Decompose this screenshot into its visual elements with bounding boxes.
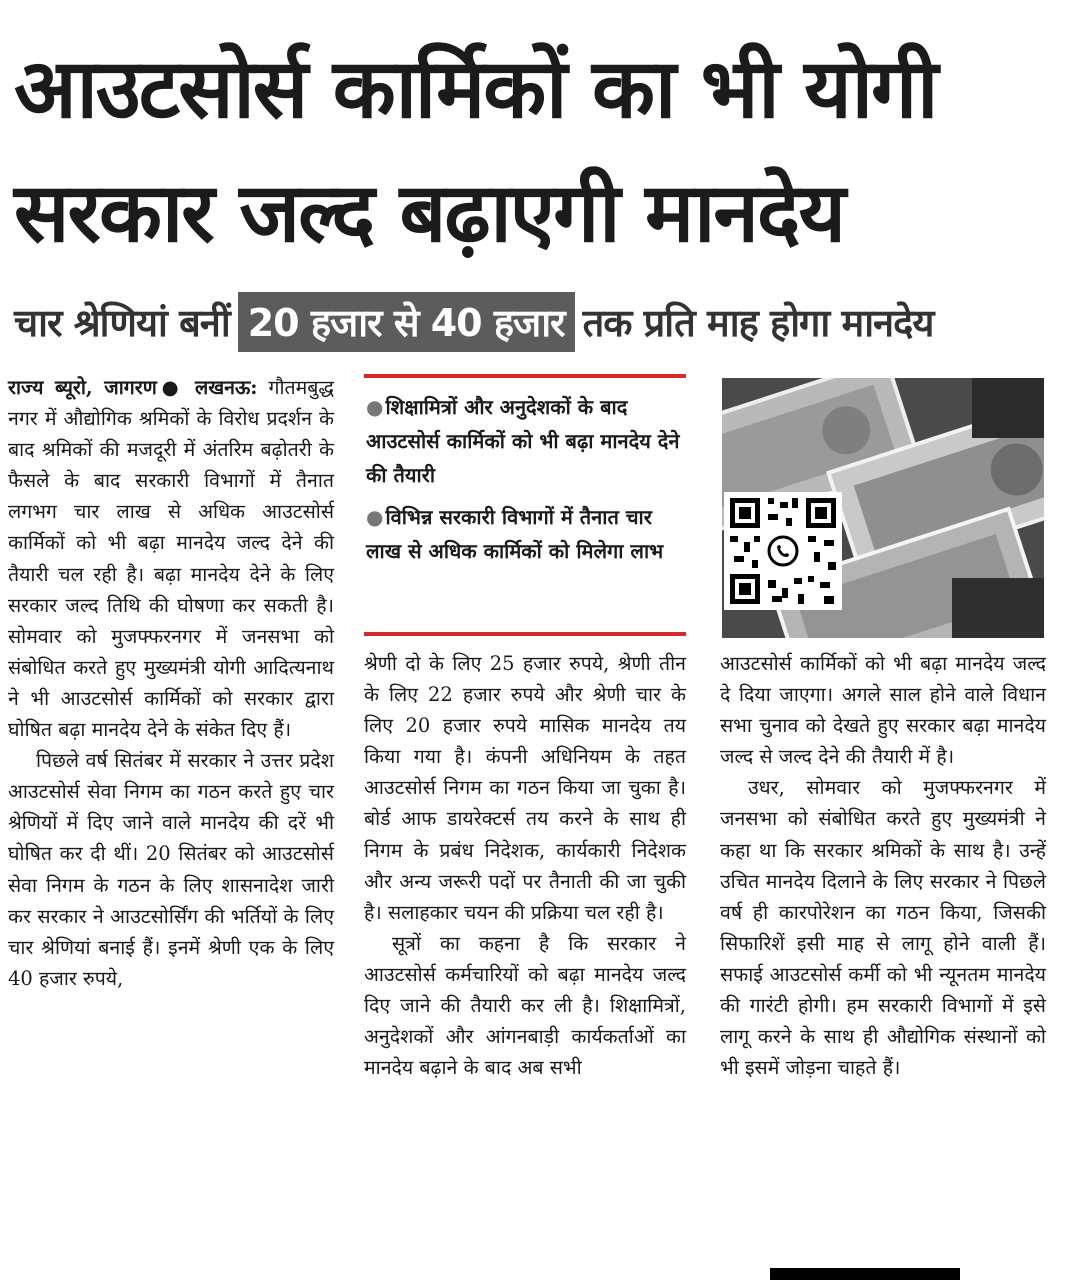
qr-code-icon[interactable]	[724, 492, 842, 610]
headline	[14, 28, 1064, 276]
footer-bar	[770, 1268, 960, 1280]
article-paragraph: सूत्रों का कहना है कि सरकार ने आउटसोर्स कर्मचारियों को बढ़ा मानदेय जल्द दिए जाने की तैयारी कर ली है। शिक्षामित्रों, अनुदेशकों और आंगनबाड़ी कार्यकर्ताओं का मानदेय बढ़ाने के बाद अब सभी	[364, 931, 686, 1080]
subheading-after: तक प्रति माह होगा मानदेय	[582, 301, 934, 345]
article-paragraph: आउटसोर्स कार्मिकों को भी बढ़ा मानदेय जल्द दे दिया जाएगा। अगले साल होने वाले विधान सभा चुनाव को देखते हुए सरकार बढ़ा मानदेय जल्द से जल्द देने की तैयारी में है।	[720, 652, 1046, 769]
highlight-item	[366, 390, 686, 492]
whatsapp-icon	[769, 537, 797, 565]
bullet-dot-icon: ●	[366, 395, 384, 419]
highlight-text: शिक्षामित्रों और अनुदेशकों के बाद आउटसोर्स कार्मिकों को भी बढ़ा मानदेय देने की तैयारी	[366, 395, 680, 487]
dateline: राज्य ब्यूरो, जागरण● लखनऊ:	[8, 376, 258, 399]
headline-line-1: आउटसोर्स कार्मिकों का भी योगी	[14, 42, 937, 137]
highlight-text: विभिन्न सरकारी विभागों में तैनात चार लाख से अधिक कार्मिकों को मिलेगा लाभ	[366, 505, 664, 563]
headline-line-2: सरकार जल्द बढ़ाएगी मानदेय	[14, 166, 844, 261]
subheading-highlight: 20 हजार से 40 हजार	[238, 292, 575, 352]
article-column-1	[8, 372, 334, 994]
article-paragraph: पिछले वर्ष सितंबर में सरकार ने उत्तर प्रदेश आउटसोर्स सेवा निगम का गठन करते हुए चार श्रेणियों में दिए जाने वाले मानदेय की दरें भी घोषित कर दी थीं। 20 सितंबर को आउटसोर्स सेवा निगम के गठन के लिए शासनादेश जारी कर सरकार ने आउटसोर्सिंग की भर्तियों के लिए चार श्रेणियां बनाई हैं। इनमें श्रेणी एक के लिए 40 हजार रुपये,	[8, 749, 334, 990]
subheading-before: चार श्रेणियां बनीं	[14, 301, 230, 345]
article-paragraph: उधर, सोमवार को मुजफ्फरनगर में जनसभा को संबोधित करते हुए मुख्यमंत्री ने कहा था कि सरकार श्रमिकों के साथ है। उन्हें उचित मानदेय दिलाने के लिए सरकार ने पिछले वर्ष ही कारपोरेशन का गठन किया, जिसकी सिफारिशें इसी माह से लागू होने वाली हैं। सफाई आउटसोर्स कर्मी को भी न्यूनतम मानदेय की गारंटी होगी। हम सरकारी विभागों में इसे लागू करने के साथ ही औद्योगिक संस्थानों को भी इसमें जोड़ना चाहते हैं।	[720, 776, 1046, 1080]
highlights-box	[364, 374, 686, 636]
subheading	[14, 288, 1064, 356]
highlight-item	[366, 500, 686, 568]
article-paragraph: श्रेणी दो के लिए 25 हजार रुपये, श्रेणी तीन के लिए 22 हजार रुपये और श्रेणी चार के लिए 20 हजार रुपये मासिक मानदेय तय किया गया है। कंपनी अधिनियम के तहत आउटसोर्स निगम का गठन किया जा चुका है। बोर्ड आफ डायरेक्टर्स तय करने के साथ ही निगम के प्रबंध निदेशक, कार्यकारी निदेशक और अन्य जरूरी पदों पर तैनाती की जा चुकी है। सलाहकार चयन की प्रक्रिया चल रही है।	[364, 652, 686, 924]
article-column-2	[364, 648, 686, 1083]
article-paragraph	[8, 372, 334, 745]
article-text: गौतमबुद्ध नगर में औद्योगिक श्रमिकों के विरोध प्रदर्शन के बाद श्रमिकों की मजदूरी में अंतरिम बढ़ोतरी के फैसले के बाद सरकारी विभागों में तैनात लगभग चार लाख से अधिक आउटसोर्स कार्मिकों को भी बढ़ा मानदेय जल्द देने की तैयारी चल रही है। बढ़ा मानदेय देने के लिए सरकार जल्द तिथि की घोषणा कर सकती है। सोमवार को मुजफ्फरनगर में जनसभा को संबोधित करते हुए मुख्यमंत्री योगी आदित्यनाथ ने भी आउटसोर्स कार्मिकों को सरकार द्वारा घोषित बढ़ा मानदेय देने के संकेत दिए हैं।	[8, 376, 334, 742]
bullet-dot-icon: ●	[366, 505, 384, 529]
article-column-3	[720, 648, 1046, 1083]
